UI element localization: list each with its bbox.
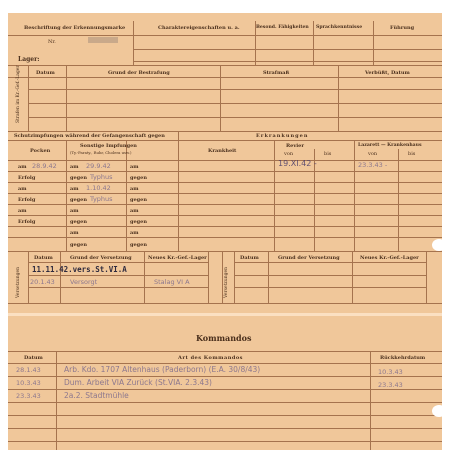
impf-row1-a-value: 28.9.42 <box>32 162 57 170</box>
lazarett-von-value: 23.3.43 - <box>358 161 388 169</box>
kommandos-title: Kommandos <box>196 333 252 343</box>
sonstige-sub-label: (Ty.-Paraty., Ruhr, Cholera usw.) <box>70 150 132 155</box>
impf-row5-b: am <box>70 208 79 214</box>
charakter-label: Charaktereigenschaften u. a. <box>158 25 240 31</box>
lazarett-bis-label: bis <box>408 151 416 157</box>
fuehrung-label: Führung <box>390 25 415 31</box>
strafen-verbuesst: Verbüßt, Datum <box>365 70 410 76</box>
impf-row8-b: gegen <box>70 242 87 248</box>
impf-row4-a: Erfolg <box>18 197 36 203</box>
revier-label: Revier <box>286 143 304 149</box>
vers-row2-date: 20.1.43 <box>30 278 55 286</box>
vers-grund-right: Grund der Versetzung <box>278 255 340 261</box>
sprachkenntnisse-label: Sprachkenntnisse <box>316 25 363 30</box>
strafen-datum: Datum <box>36 70 55 76</box>
revier-bis-label: bis <box>324 151 332 157</box>
kommando-row2-return: 23.3.43 <box>378 381 403 389</box>
impf-row6-c: gegen <box>130 219 147 225</box>
revier-von-label: von <box>284 151 294 157</box>
strafen-side-label: Strafen im Kr.-Gef.-Lager <box>16 65 21 123</box>
impf-row8-c: gegen <box>130 242 147 248</box>
kommandos-rueckkehr: Rückkehrdatum <box>380 355 426 361</box>
vers-datum-right: Datum <box>240 255 259 261</box>
impf-row2-b-value: Typhus <box>90 173 113 181</box>
kommandos-datum: Datum <box>24 355 43 361</box>
impf-row3-a: am <box>18 186 27 192</box>
impf-row6-a: Erfolg <box>18 219 36 225</box>
impf-row3-b-value: 1.10.42 <box>86 184 111 192</box>
impf-row2-b: gegen <box>70 175 87 181</box>
versetzungen-side-label-left: Versetzungen <box>16 266 21 298</box>
impf-row7-b: am <box>70 230 79 236</box>
vers-datum-left: Datum <box>34 255 53 261</box>
impf-row3-b: am <box>70 186 79 192</box>
impf-row1-a: am <box>18 164 27 170</box>
impf-row3-c: am <box>130 186 139 192</box>
impf-row4-b: gegen <box>70 197 87 203</box>
prisoner-record-card <box>8 13 442 450</box>
punch-hole-upper <box>432 239 442 251</box>
impf-row2-a: Erfolg <box>18 175 36 181</box>
strafen-strafmass: Strafmaß <box>263 70 290 76</box>
lazarett-von-label: von <box>368 151 378 157</box>
card-fold <box>8 313 442 316</box>
erkennungsmarke-label: Beschriftung der Erkennungsmarke <box>24 25 126 31</box>
pocken-label: Pocken <box>30 148 51 154</box>
kommando-row2-date: 10.3.43 <box>16 379 41 387</box>
nr-label: Nr. <box>48 39 56 45</box>
impf-row1-c: am <box>130 164 139 170</box>
kommandos-art: Art des Kommandos <box>178 355 243 361</box>
impf-row2-c: gegen <box>130 175 147 181</box>
kommando-row1-date: 28.1.43 <box>16 366 41 374</box>
vers-row2-reason: Versorgt <box>70 278 98 286</box>
redacted-number <box>88 37 118 43</box>
sonstige-label: Sonstige Impfungen <box>80 143 137 149</box>
impf-row5-a: am <box>18 208 27 214</box>
versetzungen-side-label-right: Versetzungen <box>224 266 229 298</box>
kommando-row1-return: 10.3.43 <box>378 368 403 376</box>
kommando-row2-text: Dum. Arbeit VIA Zurück (St.VIA. 2.3.43) <box>64 378 212 387</box>
kommando-row3-date: 23.3.43 <box>16 392 41 400</box>
krankheit-label: Krankheit <box>208 148 237 154</box>
impf-row1-b: am <box>70 164 79 170</box>
lazarett-label: Lazarett — Krankenhaus <box>358 143 422 148</box>
vers-neues-left: Neues Kr.-Gef.-Lager <box>148 255 207 261</box>
revier-von-value: 19.XI.42 - <box>278 159 317 168</box>
vers-grund-left: Grund der Versetzung <box>70 255 132 261</box>
vers-row2-lager: Stalag VI A <box>154 278 190 286</box>
lager-label: Lager: <box>18 56 40 63</box>
impf-row1-b-value: 29.9.42 <box>86 162 111 170</box>
impf-row4-c: gegen <box>130 197 147 203</box>
kommando-row1-text: Arb. Kdo. 1707 Altenhaus (Paderborn) (E.A. 30/8/43) <box>64 365 261 374</box>
punch-hole-lower <box>432 405 442 417</box>
befaehigungen-label: Besond. Fähigkeiten <box>256 25 309 30</box>
kommando-row3-text: 2a.2. Stadtmühle <box>64 391 129 400</box>
vers-neues-right: Neues Kr.-Gef.-Lager <box>360 255 419 261</box>
versetzung-stamp: 11.11.42.vers.St.VI.A <box>32 265 127 274</box>
strafen-grund: Grund der Bestrafung <box>108 70 170 76</box>
erkrankungen-title: Erkrankungen <box>256 133 309 139</box>
impf-row7-c: am <box>130 230 139 236</box>
schutzimpfungen-title: Schutzimpfungen während der Gefangenschaft gegen <box>14 133 165 139</box>
impf-row4-b-value: Typhus <box>90 195 113 203</box>
impf-row5-c: am <box>130 208 139 214</box>
impf-row6-b: gegen <box>70 219 87 225</box>
